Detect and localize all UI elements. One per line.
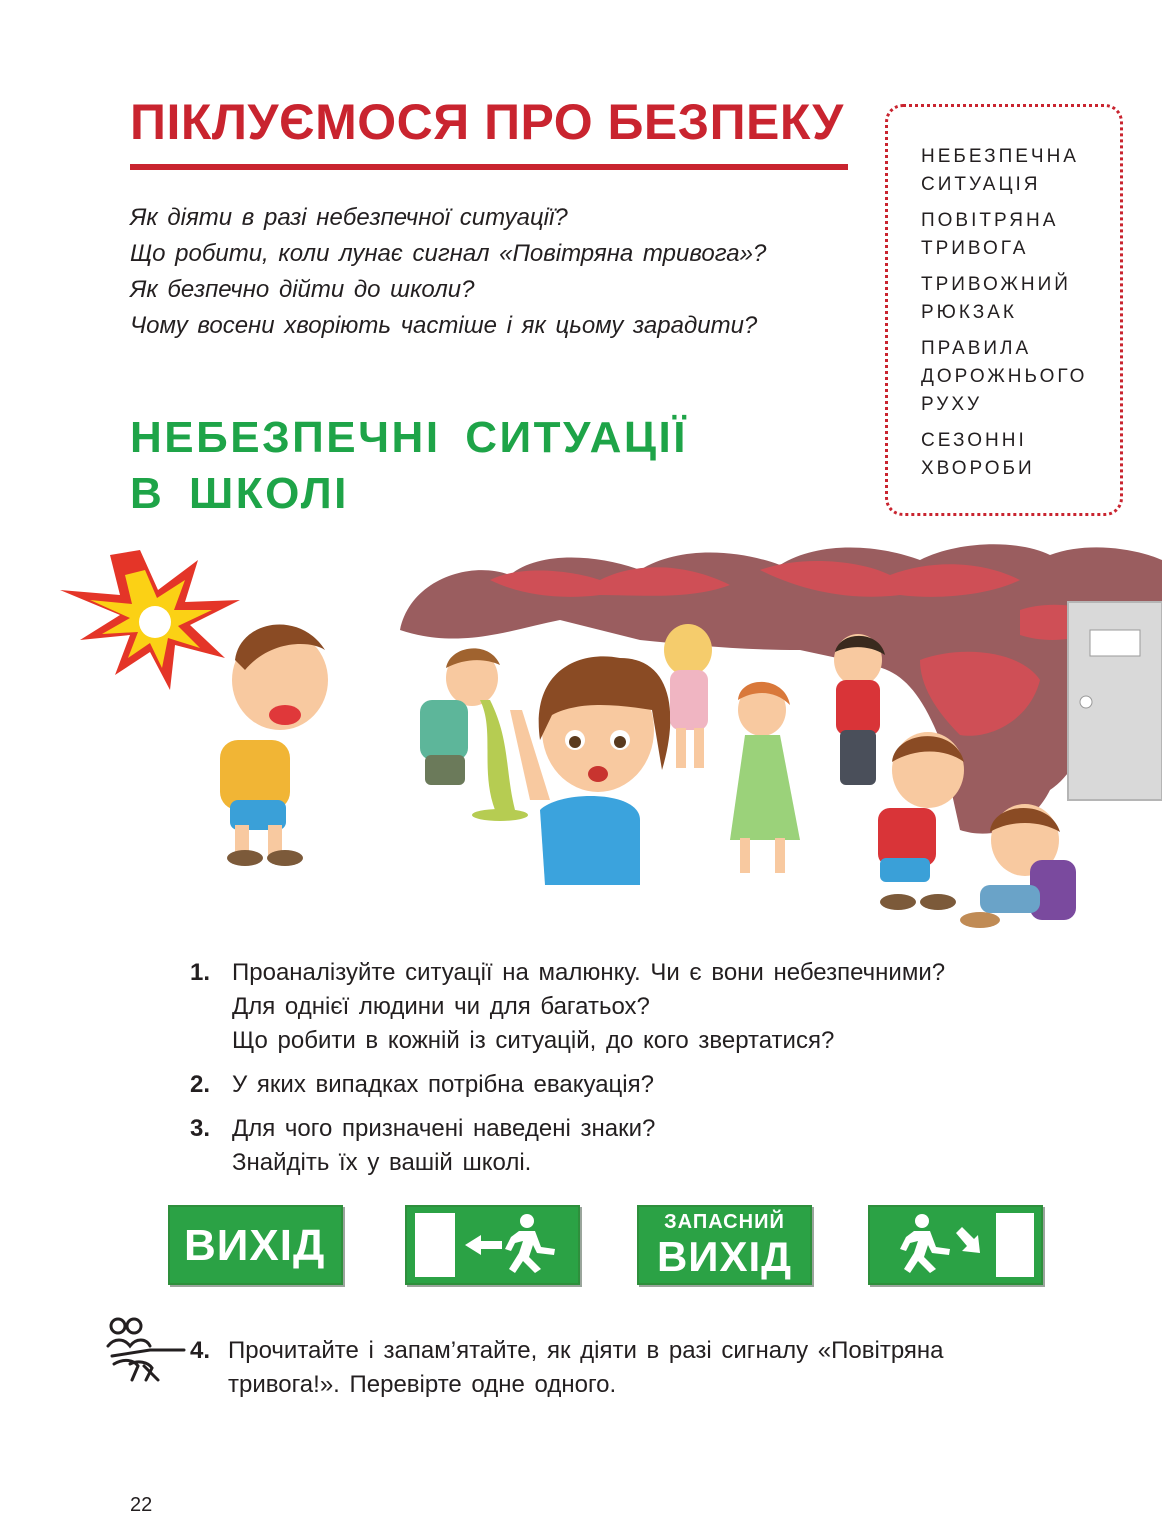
keyword-line: ДОРОЖНЬОГО: [921, 366, 1088, 387]
exit-sign: [168, 1205, 343, 1285]
explosion-icon: [60, 550, 240, 690]
school-danger-illustration: [40, 540, 1162, 950]
intro-question: Як діяти в разі небезпечної ситуації?: [130, 204, 568, 231]
task-item: [190, 1068, 1110, 1102]
keyword: [921, 143, 1120, 199]
child-hurt-head: [220, 625, 328, 866]
page-number: 22: [130, 1494, 153, 1516]
door-icon: [415, 1213, 455, 1277]
title-underline: [130, 164, 848, 170]
task-text: Прочитайте і запам’ятайте, як діяти в разі сигналу «Повітряна: [228, 1337, 944, 1364]
intro-question: Що робити, коли лунає сигнал «Повітряна тривога»?: [130, 240, 767, 267]
task-number: 1.: [190, 959, 211, 986]
boy-red-shirt: [834, 634, 885, 785]
task-text: У яких випадках потрібна евакуація?: [232, 1071, 654, 1098]
keyword: [921, 271, 1120, 327]
exit-left-sign: [405, 1205, 580, 1285]
keyword-line: ТРИВОГА: [921, 238, 1029, 259]
task-text: тривога!». Перевірте одне одного.: [228, 1371, 617, 1398]
running-man-icon: [505, 1214, 555, 1273]
keyword-line: СИТУАЦІЯ: [921, 174, 1041, 195]
keyword-line: ТРИВОЖНИЙ: [921, 274, 1071, 295]
girl-pointing: [510, 656, 670, 885]
boy-crouching: [878, 732, 964, 910]
task-item: [190, 1112, 1110, 1180]
keyword-line: ХВОРОБИ: [921, 458, 1035, 479]
section-title-line: В ШКОЛІ: [130, 469, 349, 518]
keyword-line: ПОВІТРЯНА: [921, 210, 1059, 231]
task-item: [190, 956, 1110, 1058]
task-item-pair: [190, 1334, 1120, 1402]
keyword-line: ПРАВИЛА: [921, 338, 1032, 359]
task-text: Знайдіть їх у вашій школі.: [232, 1149, 532, 1176]
exit-sign-text: ВИХІД: [184, 1221, 326, 1270]
task-text: Для чого призначені наведені знаки?: [232, 1115, 656, 1142]
keyword: [921, 427, 1120, 483]
section-title-line: НЕБЕЗПЕЧНІ СИТУАЦІЇ: [130, 413, 688, 462]
task-list: [190, 956, 1110, 1190]
arrow-down-right-icon: [956, 1227, 980, 1253]
keyword: [921, 335, 1120, 419]
page-title: ПІКЛУЄМОСЯ ПРО БЕЗПЕКУ: [130, 94, 844, 150]
keyword-line: РЮКЗАК: [921, 302, 1017, 323]
intro-question: Чому восени хворіють частіше і як цьому зарадити?: [130, 312, 758, 339]
arrow-left-icon: [465, 1235, 502, 1255]
keyword-line: НЕБЕЗПЕЧНА: [921, 146, 1079, 167]
keyword-line: РУХУ: [921, 394, 983, 415]
intro-question: Як безпечно дійти до школи?: [130, 276, 475, 303]
emergency-exit-bottom-text: ВИХІД: [656, 1233, 793, 1280]
task-number: 4.: [190, 1337, 211, 1364]
girl-green-dress: [730, 682, 800, 873]
intro-questions: [130, 200, 860, 344]
task-number: 2.: [190, 1071, 211, 1098]
task-text: Проаналізуйте ситуації на малюнку. Чи є вони небезпечними?: [232, 959, 946, 986]
door: [1068, 602, 1162, 800]
emergency-exit-sign: [637, 1205, 812, 1285]
task-number: 3.: [190, 1115, 211, 1142]
emergency-exit-top-text: ЗАПАСНИЙ: [664, 1211, 785, 1233]
door-icon: [996, 1213, 1034, 1277]
task-text: Що робити в кожній із ситуацій, до кого звертатися?: [232, 1027, 835, 1054]
pair-work-icon: [104, 1316, 188, 1386]
task-text: Для однієї людини чи для багатьох?: [232, 993, 650, 1020]
keyword: [921, 207, 1120, 263]
keywords-box: [885, 104, 1123, 516]
exit-down-right-sign: [868, 1205, 1043, 1285]
section-title: [130, 410, 830, 522]
keyword-line: СЕЗОННІ: [921, 430, 1027, 451]
child-vomiting: [420, 648, 528, 821]
girl-running-away: [664, 624, 712, 768]
running-man-icon: [900, 1214, 950, 1273]
